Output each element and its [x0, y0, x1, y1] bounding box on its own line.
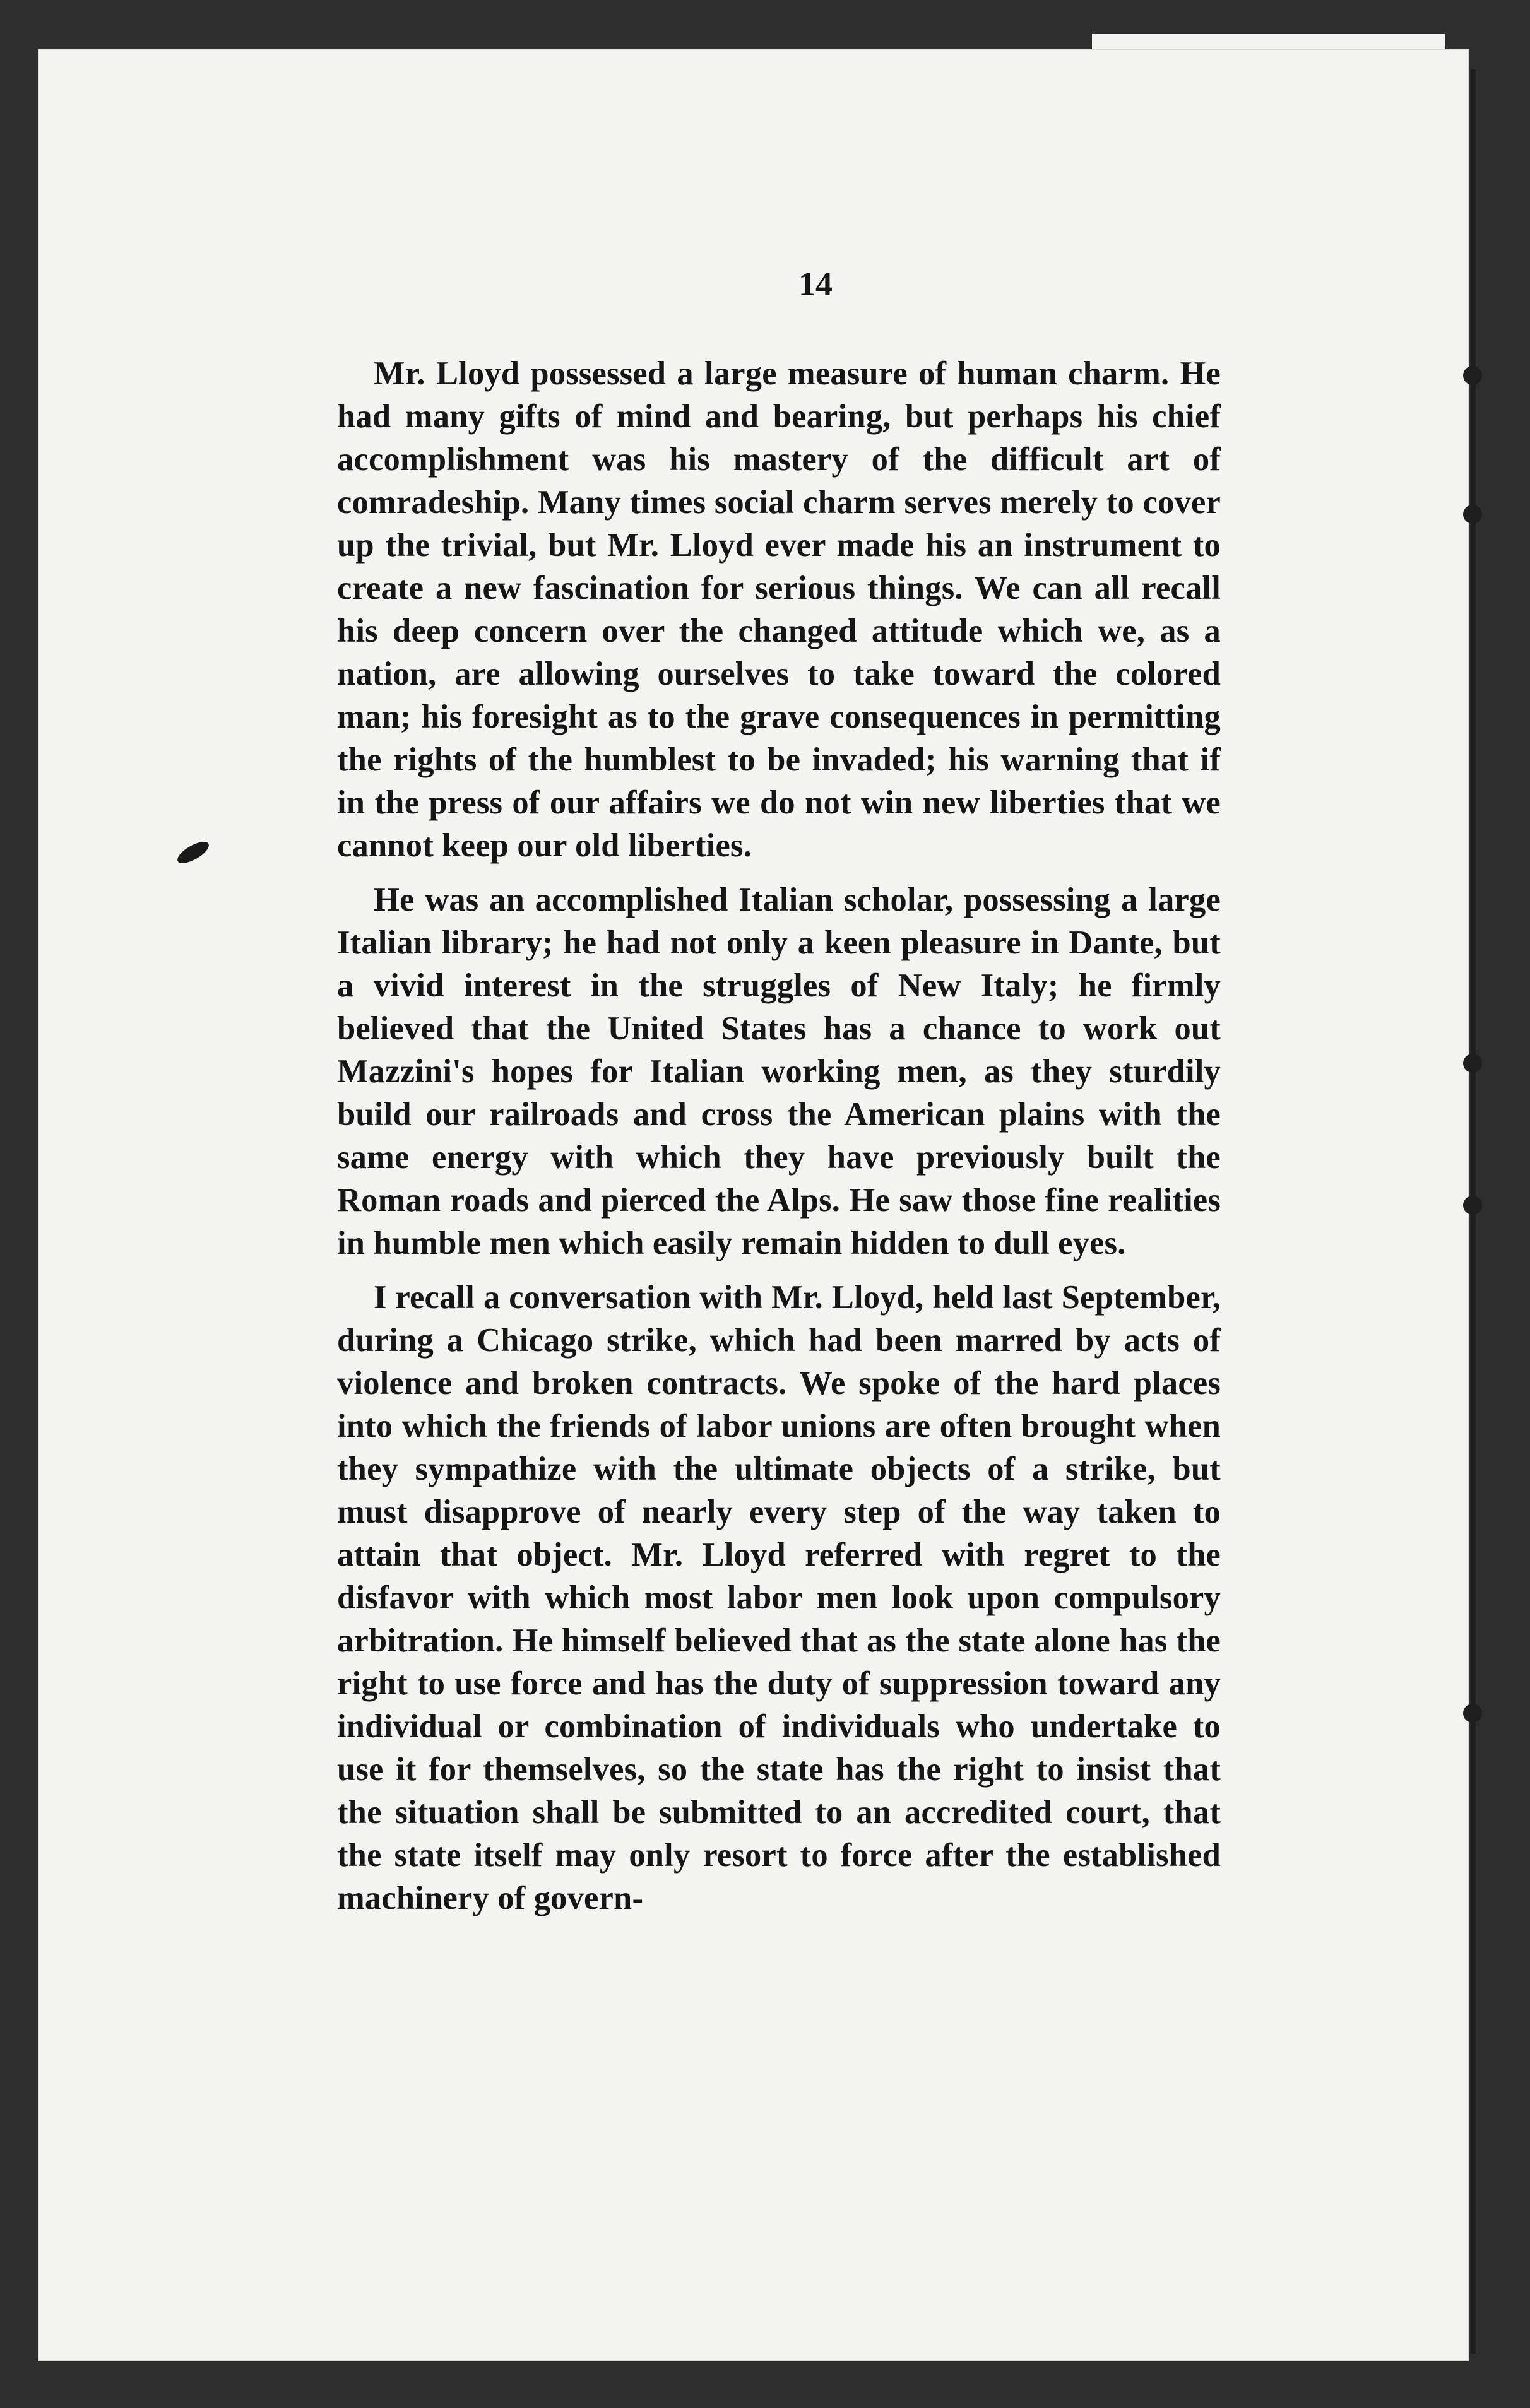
- edge-mark: [1463, 1704, 1482, 1723]
- edge-mark: [1463, 1196, 1482, 1215]
- edge-mark: [1463, 366, 1482, 385]
- paragraph-1: Mr. Lloyd possessed a large measure of human charm. He had many gifts of mind and bearing, but perhaps his chief accomplishment was his mastery of the difficult art of comradeship. Many times social charm serves merely to cover up the trivial, but Mr. Lloyd ever made his an instrument to create a new fascination for serious things. We can all recall his deep concern over the changed attitude which we, as a nation, are allowing ourselves to take toward the colored man; his foresight as to the grave consequences in permitting the rights of the humblest to be invaded; his warning that if in the press of our affairs we do not win new liberties that we cannot keep our old liberties.: [337, 355, 1221, 864]
- edge-mark: [1463, 505, 1482, 524]
- paragraph-3: I recall a conversation with Mr. Lloyd, held last September, during a Chicago strike, which had been marred by acts of violence and broken contracts. We spoke of the hard places into which the friends of labor unions are often brought when they sympathize with the ultimate objects of a strike, but must disapprove of nearly every step of the way taken to attain that object. Mr. Lloyd referred with regret to the disfavor with which most labor men look upon compulsory arbitration. He himself believed that as the state alone has the right to use force and has the duty of suppression toward any individual or combination of individuals who undertake to use it for themselves, so the state has the right to insist that the situation shall be submitted to an accredited court, that the state itself may only resort to force after the established machinery of govern-: [337, 1279, 1221, 1916]
- edge-mark: [1463, 1054, 1482, 1073]
- paragraph-2: He was an accomplished Italian scholar, possessing a large Italian library; he had not only a keen pleasure in Dante, but a vivid interest in the struggles of New Italy; he firmly believed that the United States has a chance to work out Mazzini's hopes for Italian working men, as they sturdily build our railroads and cross the American plains with the same energy with which they have previously built the Roman roads and pierced the Alps. He saw those fine realities in humble men which easily remain hidden to dull eyes.: [337, 882, 1221, 1261]
- page-number: 14: [798, 265, 833, 303]
- text-column: [337, 265, 1221, 1931]
